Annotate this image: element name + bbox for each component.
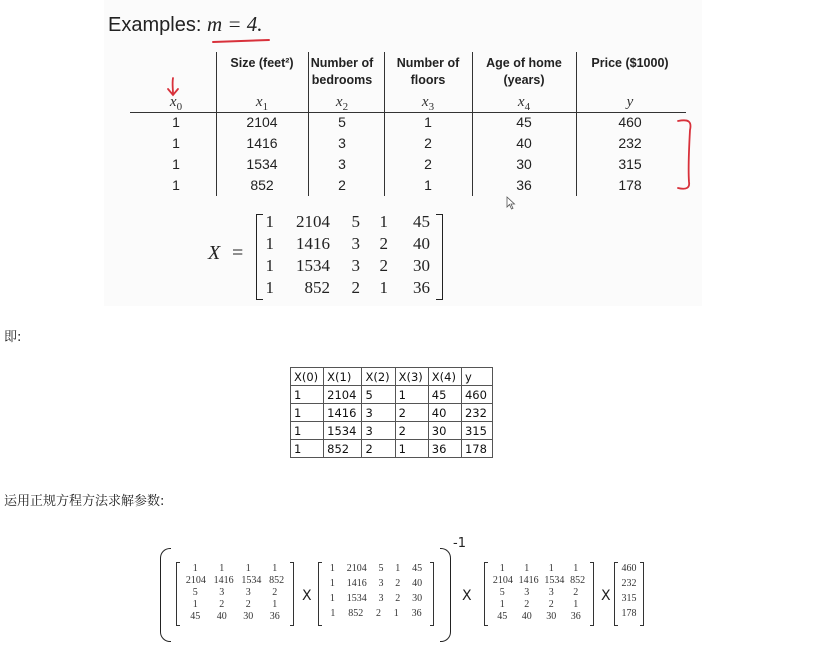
- times-sign-2: X: [462, 588, 472, 604]
- table-cell: 852: [324, 440, 362, 458]
- matrix-cell: 2: [245, 599, 251, 610]
- matrix-cell: 3: [351, 256, 360, 275]
- table-cell: 5: [338, 114, 346, 130]
- table-cell: 1534: [324, 422, 362, 440]
- table-row: [291, 386, 493, 404]
- y-vector: [614, 562, 644, 626]
- matrix-cell: 1: [272, 563, 278, 574]
- table-row: [291, 422, 493, 440]
- matrix-cell: 30: [546, 611, 557, 622]
- matrix-cell: 1: [379, 278, 388, 297]
- matrix-cell: 36: [411, 608, 422, 619]
- red-bracket-mark: [676, 118, 700, 192]
- matrix-cell: 2104: [346, 563, 367, 574]
- matrix-bracket: [640, 562, 644, 626]
- variable-subscript: 3: [428, 101, 435, 113]
- matrix-cell: 460: [621, 563, 637, 574]
- matrix-row: [182, 611, 288, 622]
- times-sign-3: X: [601, 588, 611, 604]
- matrix-cell: 45: [190, 611, 201, 622]
- matrix-cell: 30: [412, 593, 423, 604]
- table-header-cell: X(4): [428, 368, 461, 386]
- column-header: Size (feet²): [230, 56, 294, 70]
- matrix-cell: 40: [413, 234, 430, 253]
- table-cell: 30: [516, 156, 532, 172]
- variable-header: [504, 94, 544, 113]
- matrix-cell: 1534: [544, 575, 565, 586]
- matrix-cell: 1416: [518, 575, 539, 586]
- right-paren: [440, 548, 451, 642]
- variable-subscript: 0: [176, 101, 183, 113]
- matrix-cell: 3: [524, 587, 530, 598]
- matrix-cell: 2: [219, 599, 225, 610]
- matrix-cell: 3: [219, 587, 225, 598]
- table-cell: 3: [362, 404, 395, 422]
- matrix-cell: 5: [192, 587, 198, 598]
- matrix-cell: 2104: [185, 575, 206, 586]
- table-row: [291, 440, 493, 458]
- matrix-cell: 2104: [492, 575, 513, 586]
- matrix-row: [182, 599, 288, 610]
- matrix-cell: 1: [265, 234, 274, 253]
- variable-subscript: 2: [342, 101, 349, 113]
- table-cell: 315: [461, 422, 492, 440]
- table-cell: 40: [516, 135, 532, 151]
- matrix-cell: 232: [621, 578, 637, 589]
- matrix-cell: 3: [351, 234, 360, 253]
- matrix-cell: 45: [412, 563, 423, 574]
- matrix-cell: 2: [351, 278, 360, 297]
- matrix-cell: 1: [265, 212, 274, 231]
- table-cell: 1: [424, 177, 432, 193]
- feature-table: [130, 52, 702, 198]
- table-cell: 2104: [324, 386, 362, 404]
- variable-symbol: x: [421, 94, 429, 110]
- matrix-cell: 2: [524, 599, 530, 610]
- matrix-cell: 2: [395, 578, 401, 589]
- matrix-cell: 36: [570, 611, 581, 622]
- matrix-cell: 315: [621, 593, 637, 604]
- matrix-cell: 852: [304, 278, 330, 297]
- matrix-cell: 2: [379, 234, 388, 253]
- matrix-cell: 1534: [346, 593, 367, 604]
- slide-title: [108, 12, 263, 37]
- matrix-bracket: [430, 562, 434, 626]
- variable-symbol: y: [626, 94, 634, 110]
- table-cell: 2: [362, 440, 395, 458]
- normal-equation-formula: [0, 530, 816, 652]
- matrix-row: [490, 599, 588, 610]
- matrix-row: [324, 608, 428, 619]
- table-cell: 1: [291, 422, 324, 440]
- matrix-cell: 1: [524, 563, 530, 574]
- variable-symbol: x: [335, 94, 343, 110]
- table-row: [291, 404, 493, 422]
- variable-subscript: 4: [524, 101, 531, 113]
- matrix-cell: 178: [621, 608, 637, 619]
- matrix-row: [620, 563, 638, 574]
- matrix-bracket: [318, 562, 322, 626]
- table-cell: 36: [516, 177, 532, 193]
- table-cell: 232: [461, 404, 492, 422]
- matrix-cell: 2: [573, 587, 579, 598]
- variable-header: [156, 94, 196, 113]
- variable-subscript: 1: [262, 101, 269, 113]
- matrix-bracket: [484, 562, 488, 626]
- matrix-cell: 3: [245, 587, 251, 598]
- matrix-cell: 3: [548, 587, 554, 598]
- table-cell: 2104: [246, 114, 278, 130]
- table-header-cell: X(3): [395, 368, 428, 386]
- matrix-cell: 1: [379, 212, 388, 231]
- times-sign-1: X: [302, 588, 312, 604]
- matrix-cell: 1416: [213, 575, 234, 586]
- table-header-cell: X(0): [291, 368, 324, 386]
- table-header-cell: X(2): [362, 368, 395, 386]
- matrix-row: [324, 563, 428, 574]
- lecture-slide: [104, 0, 702, 306]
- table-cell: 232: [618, 135, 642, 151]
- table-cell: 5: [362, 386, 395, 404]
- table-cell: 852: [250, 177, 274, 193]
- matrix-cell: 2104: [296, 212, 330, 231]
- matrix-cell: 2: [379, 256, 388, 275]
- table-cell: 1416: [246, 135, 278, 151]
- matrix-row: [182, 587, 288, 598]
- matrix-cell: 3: [378, 593, 384, 604]
- table-cell: 2: [395, 422, 428, 440]
- variable-header: [242, 94, 282, 113]
- table-cell: 1: [172, 135, 180, 151]
- matrix-cell: 40: [216, 611, 227, 622]
- column-header: Age of home (years): [486, 56, 562, 87]
- table-cell: 2: [395, 404, 428, 422]
- matrix-cell: 1: [499, 563, 505, 574]
- table-cell: 1: [172, 114, 180, 130]
- table-cell: 1: [424, 114, 432, 130]
- matrix-cell: 1534: [296, 256, 330, 275]
- variable-symbol: x: [169, 94, 177, 110]
- column-header: Price ($1000): [591, 56, 669, 70]
- variable-header: [408, 94, 448, 113]
- matrix-bracket: [614, 562, 618, 626]
- matrix-cell: 1: [265, 256, 274, 275]
- matrix-cell: 5: [351, 212, 360, 231]
- variable-symbol: x: [517, 94, 525, 110]
- table-cell: 460: [618, 114, 642, 130]
- red-underline-mark: [212, 39, 270, 43]
- matrix-cell: 3: [378, 578, 384, 589]
- xt-matrix-1: [176, 562, 294, 626]
- table-cell: 1: [172, 177, 180, 193]
- matrix-cell: 1: [330, 608, 336, 619]
- table-cell: 1534: [246, 156, 278, 172]
- matrix-cell: 45: [413, 212, 430, 231]
- matrix-cell: 1534: [241, 575, 262, 586]
- matrix-cell: 1: [272, 599, 278, 610]
- matrix-cell: 40: [412, 578, 423, 589]
- matrix-equals: =: [232, 242, 244, 264]
- matrix-row: [490, 587, 588, 598]
- table-cell: 315: [618, 156, 642, 172]
- matrix-cell: 1416: [296, 234, 330, 253]
- table-cell: 460: [461, 386, 492, 404]
- matrix-row: [620, 608, 638, 619]
- matrix-bracket: [290, 562, 294, 626]
- variable-header: [610, 94, 650, 113]
- table-cell: 3: [362, 422, 395, 440]
- matrix-cell: 852: [348, 608, 364, 619]
- variable-symbol: x: [255, 94, 263, 110]
- table-cell: 45: [428, 386, 461, 404]
- matrix-cell: 852: [570, 575, 586, 586]
- left-paren: [160, 548, 171, 642]
- matrix-cell: 1: [329, 578, 335, 589]
- matrix-cell: 30: [413, 256, 430, 275]
- column-header: Number of bedrooms: [310, 56, 374, 87]
- table-cell: 3: [338, 135, 346, 151]
- table-cell: 1: [172, 156, 180, 172]
- matrix-bracket: [590, 562, 594, 626]
- column-divider: [576, 52, 577, 196]
- table-cell: 30: [428, 422, 461, 440]
- matrix-cell: 2: [548, 599, 554, 610]
- matrix-row: [490, 563, 588, 574]
- matrix-cell: 1: [265, 278, 274, 297]
- table-cell: 1: [291, 404, 324, 422]
- data-table: [290, 367, 493, 458]
- matrix-cell: 1416: [346, 578, 367, 589]
- table-cell: 36: [428, 440, 461, 458]
- title-prefix: Examples:: [108, 14, 202, 36]
- matrix-row: [490, 611, 588, 622]
- matrix-cell: 1: [499, 599, 505, 610]
- matrix-cell: 2: [272, 587, 278, 598]
- matrix-row: [490, 575, 588, 586]
- matrix-cell: 1: [329, 593, 335, 604]
- matrix-cell: 40: [521, 611, 532, 622]
- matrix-right-bracket: [436, 214, 443, 300]
- table-cell: 1416: [324, 404, 362, 422]
- table-cell: 40: [428, 404, 461, 422]
- matrix-cell: 852: [269, 575, 285, 586]
- matrix-cell: 5: [378, 563, 384, 574]
- method-label: 运用正规方程方法求解参数:: [4, 494, 165, 509]
- table-header-cell: X(1): [324, 368, 362, 386]
- mouse-cursor-icon: [506, 196, 516, 210]
- x-matrix: [318, 562, 434, 626]
- matrix-row: [620, 593, 638, 604]
- table-cell: 178: [461, 440, 492, 458]
- table-cell: 1: [395, 386, 428, 404]
- table-header-row: [291, 368, 493, 386]
- matrix-row: [324, 578, 428, 589]
- table-cell: 178: [618, 177, 642, 193]
- matrix-bracket: [176, 562, 180, 626]
- matrix-row: [620, 578, 638, 589]
- matrix-cell: 1: [192, 599, 198, 610]
- matrix-label: X: [208, 242, 221, 264]
- matrix-cell: 1: [548, 563, 554, 574]
- table-cell: 2: [424, 135, 432, 151]
- column-header: Number of floors: [396, 56, 460, 87]
- table-cell: 1: [395, 440, 428, 458]
- matrix-row: [182, 575, 288, 586]
- title-formula: m = 4.: [206, 12, 263, 36]
- matrix-cell: 1: [573, 599, 579, 610]
- table-header-cell: y: [461, 368, 492, 386]
- table-cell: 2: [338, 177, 346, 193]
- matrix-cell: 1: [329, 563, 335, 574]
- design-matrix-x: [208, 212, 438, 302]
- matrix-cell: 1: [395, 563, 401, 574]
- matrix-cell: 30: [243, 611, 254, 622]
- matrix-cell: 1: [393, 608, 399, 619]
- matrix-cell: 5: [499, 587, 505, 598]
- table-cell: 2: [424, 156, 432, 172]
- xt-matrix-2: [484, 562, 594, 626]
- matrix-row: [324, 593, 428, 604]
- matrix-cell: 45: [497, 611, 508, 622]
- matrix-cell: 1: [192, 563, 198, 574]
- matrix-cell: 1: [245, 563, 251, 574]
- table-cell: 1: [291, 440, 324, 458]
- matrix-cell: 36: [269, 611, 280, 622]
- inverse-superscript: -1: [453, 536, 466, 551]
- table-cell: 1: [291, 386, 324, 404]
- matrix-cell: 36: [413, 278, 430, 297]
- matrix-cell: 2: [395, 593, 401, 604]
- variable-header: [322, 94, 362, 113]
- ji-label: 即:: [4, 330, 22, 345]
- table-cell: 3: [338, 156, 346, 172]
- matrix-row: [182, 563, 288, 574]
- table-cell: 45: [516, 114, 532, 130]
- matrix-cell: 2: [375, 608, 381, 619]
- matrix-cell: 1: [219, 563, 225, 574]
- column-divider: [216, 52, 217, 196]
- matrix-cell: 1: [573, 563, 579, 574]
